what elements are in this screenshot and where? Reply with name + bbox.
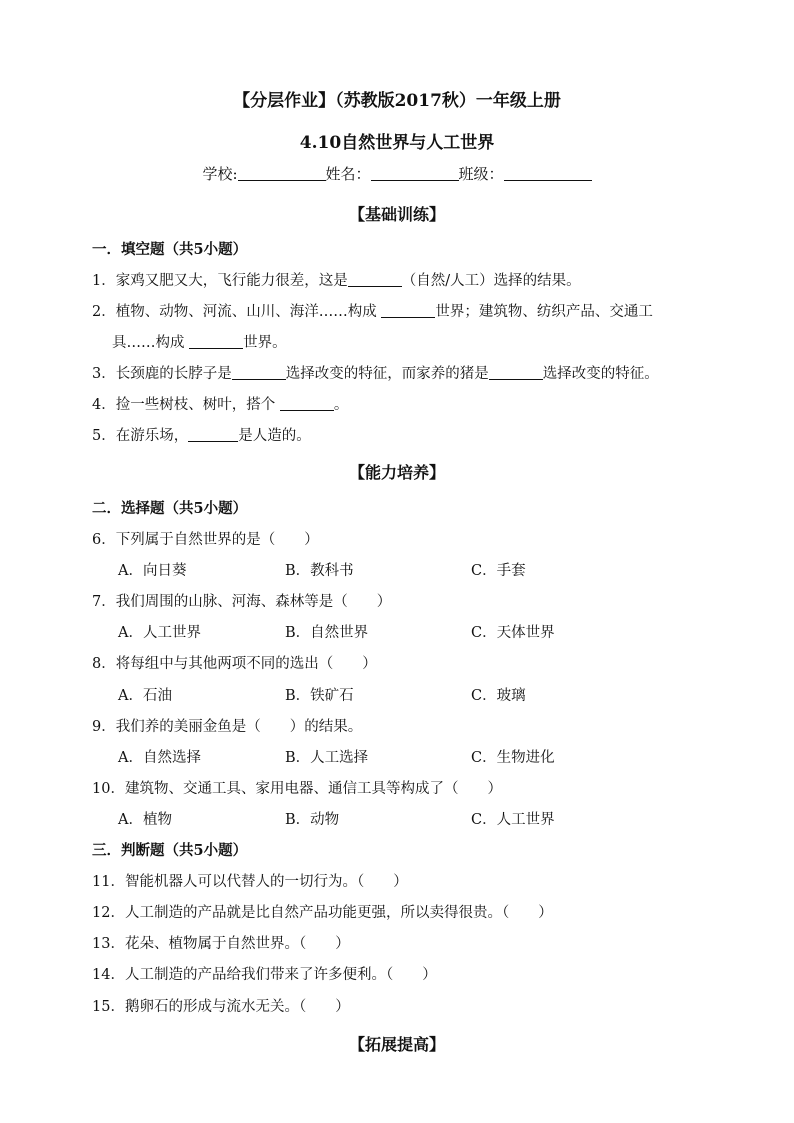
question-3-text-c: 选择改变的特征。 <box>542 366 659 382</box>
worksheet-title: 【分层作业】（苏教版2017秋）一年级上册 <box>233 91 561 111</box>
option-b[interactable]: B．教科书 <box>285 563 354 579</box>
question-6: 6．下列属于自然世界的是（ ） <box>92 532 319 548</box>
question-3 <box>92 362 659 383</box>
part-choice-heading: 二．选择题（共5小题） <box>92 500 248 517</box>
name-blank[interactable] <box>371 166 459 181</box>
option-c[interactable]: C．天体世界 <box>471 625 555 641</box>
answer-blank-4[interactable] <box>280 396 334 411</box>
question-15: 15．鹅卵石的形成与流水无关。（ ） <box>92 999 350 1015</box>
question-6-options <box>118 559 718 579</box>
section-extend-heading: 【拓展提高】 <box>348 1035 445 1054</box>
question-4-text-a: 4．捡一些树枝、树叶，搭个 <box>92 397 276 413</box>
school-label: 学校: <box>202 165 238 183</box>
question-12: 12．人工制造的产品就是比自然产品功能更强，所以卖得很贵。（ ） <box>92 905 553 921</box>
option-a[interactable]: A．石油 <box>118 688 172 704</box>
question-2-continued <box>112 331 287 352</box>
question-8-options <box>118 684 718 704</box>
option-c[interactable]: C．人工世界 <box>471 812 555 828</box>
question-7-options <box>118 621 718 641</box>
part-judge-heading: 三．判断题（共5小题） <box>92 842 248 859</box>
question-10-options <box>118 808 718 828</box>
question-10: 10．建筑物、交通工具、家用电器、通信工具等构成了（ ） <box>92 781 502 797</box>
question-2-text-c: 具……构成 <box>112 335 185 351</box>
option-c[interactable]: C．生物进化 <box>471 750 555 766</box>
option-a[interactable]: A．向日葵 <box>118 563 187 579</box>
question-2-text-a: 2．植物、动物、河流、山川、海洋……构成 <box>92 304 377 320</box>
question-9-options <box>118 746 718 766</box>
option-c[interactable]: C．手套 <box>471 563 526 579</box>
question-13: 13．花朵、植物属于自然世界。（ ） <box>92 936 350 952</box>
question-2-text-b: 世界；建筑物、纺织产品、交通工 <box>435 304 653 320</box>
question-11: 11．智能机器人可以代替人的一切行为。（ ） <box>92 874 408 890</box>
class-blank[interactable] <box>504 166 592 181</box>
option-c[interactable]: C．玻璃 <box>471 688 526 704</box>
option-a[interactable]: A．自然选择 <box>118 750 201 766</box>
option-a[interactable]: A．人工世界 <box>118 625 201 641</box>
question-14: 14．人工制造的产品给我们带来了许多便利。（ ） <box>92 967 437 983</box>
question-4-text-b: 。 <box>333 397 349 413</box>
section-basic-heading: 【基础训练】 <box>348 205 445 224</box>
question-5-text-a: 5．在游乐场， <box>92 428 189 444</box>
answer-blank-2b[interactable] <box>189 334 243 349</box>
question-4 <box>92 393 348 414</box>
student-info-line <box>0 163 794 184</box>
answer-blank-2a[interactable] <box>381 303 435 318</box>
question-7: 7．我们周围的山脉、河海、森林等是（ ） <box>92 594 392 610</box>
option-b[interactable]: B．人工选择 <box>285 750 369 766</box>
school-blank[interactable] <box>238 166 326 181</box>
question-8: 8．将每组中与其他两项不同的选出（ ） <box>92 656 377 672</box>
lesson-title: 4.10自然世界与人工世界 <box>299 133 495 153</box>
answer-blank-5[interactable] <box>188 427 238 442</box>
question-1-text-b: （自然/人工）选择的结果。 <box>401 273 581 289</box>
answer-blank-3a[interactable] <box>232 365 286 380</box>
answer-blank-3b[interactable] <box>489 365 543 380</box>
class-label: 班级： <box>458 165 504 183</box>
question-9: 9．我们养的美丽金鱼是（ ）的结果。 <box>92 719 363 735</box>
part-fill-heading: 一．填空题（共5小题） <box>92 241 248 258</box>
question-5-text-b: 是人造的。 <box>238 428 311 444</box>
option-b[interactable]: B．动物 <box>285 812 340 828</box>
section-ability-heading: 【能力培养】 <box>348 463 445 482</box>
question-2-text-d: 世界。 <box>243 335 287 351</box>
answer-blank-1[interactable] <box>348 272 402 287</box>
question-3-text-a: 3．长颈鹿的长脖子是 <box>92 366 232 382</box>
question-5 <box>92 424 311 445</box>
option-b[interactable]: B．自然世界 <box>285 625 369 641</box>
question-1 <box>92 269 581 290</box>
question-1-text-a: 1．家鸡又肥又大，飞行能力很差，这是 <box>92 273 348 289</box>
option-a[interactable]: A．植物 <box>118 812 172 828</box>
question-3-text-b: 选择改变的特征，而家养的猪是 <box>285 366 489 382</box>
option-b[interactable]: B．铁矿石 <box>285 688 354 704</box>
question-2 <box>92 300 653 321</box>
name-label: 姓名： <box>325 165 371 183</box>
